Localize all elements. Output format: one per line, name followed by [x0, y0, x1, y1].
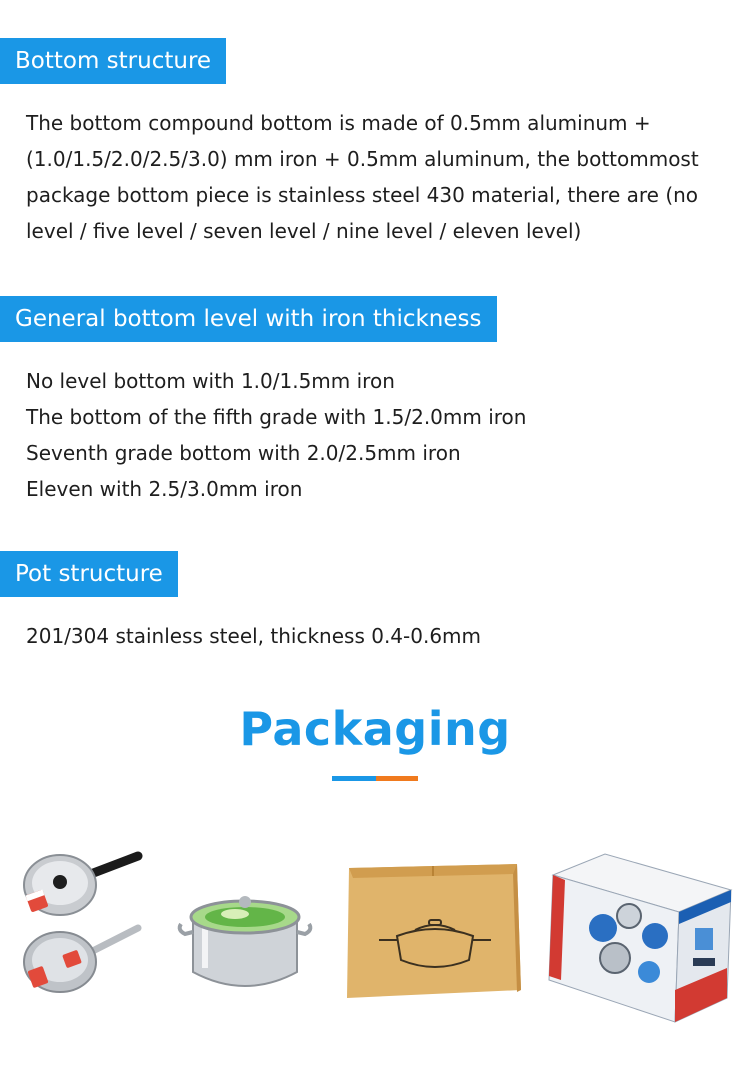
color-gift-box-icon — [545, 840, 735, 1025]
pot-structure-text — [26, 618, 726, 654]
text-line: The bottom of the fifth grade with 1.5/2.0mm iron — [26, 405, 527, 429]
kraft-carton-box-icon — [345, 840, 525, 1005]
text-line: level / five level / seven level / nine level / eleven level) — [26, 219, 582, 243]
text-line: No level bottom with 1.0/1.5mm iron — [26, 369, 395, 393]
bottom-level-text — [26, 363, 726, 507]
heading-underline-blue — [332, 776, 376, 781]
text-line: Seventh grade bottom with 2.0/2.5mm iron — [26, 441, 461, 465]
text-line: 201/304 stainless steel, thickness 0.4-0.6mm — [26, 624, 482, 648]
stockpot-with-lid-icon — [175, 840, 315, 1000]
saucepan-pair-icon — [20, 840, 145, 1000]
text-line: The bottom compound bottom is made of 0.5mm aluminum + — [26, 111, 651, 135]
text-line: package bottom piece is stainless steel 430 material, there are (no — [26, 183, 699, 207]
packaging-heading: Packaging — [239, 702, 511, 756]
bottom-structure-text — [26, 105, 726, 249]
text-line: Eleven with 2.5/3.0mm iron — [26, 477, 303, 501]
section-title-bottom-level: General bottom level with iron thickness — [0, 296, 497, 342]
section-title-pot-structure: Pot structure — [0, 551, 178, 597]
text-line: (1.0/1.5/2.0/2.5/3.0) mm iron + 0.5mm aluminum, the bottommost — [26, 147, 699, 171]
heading-underline-orange — [376, 776, 418, 781]
section-title-bottom-structure: Bottom structure — [0, 38, 226, 84]
